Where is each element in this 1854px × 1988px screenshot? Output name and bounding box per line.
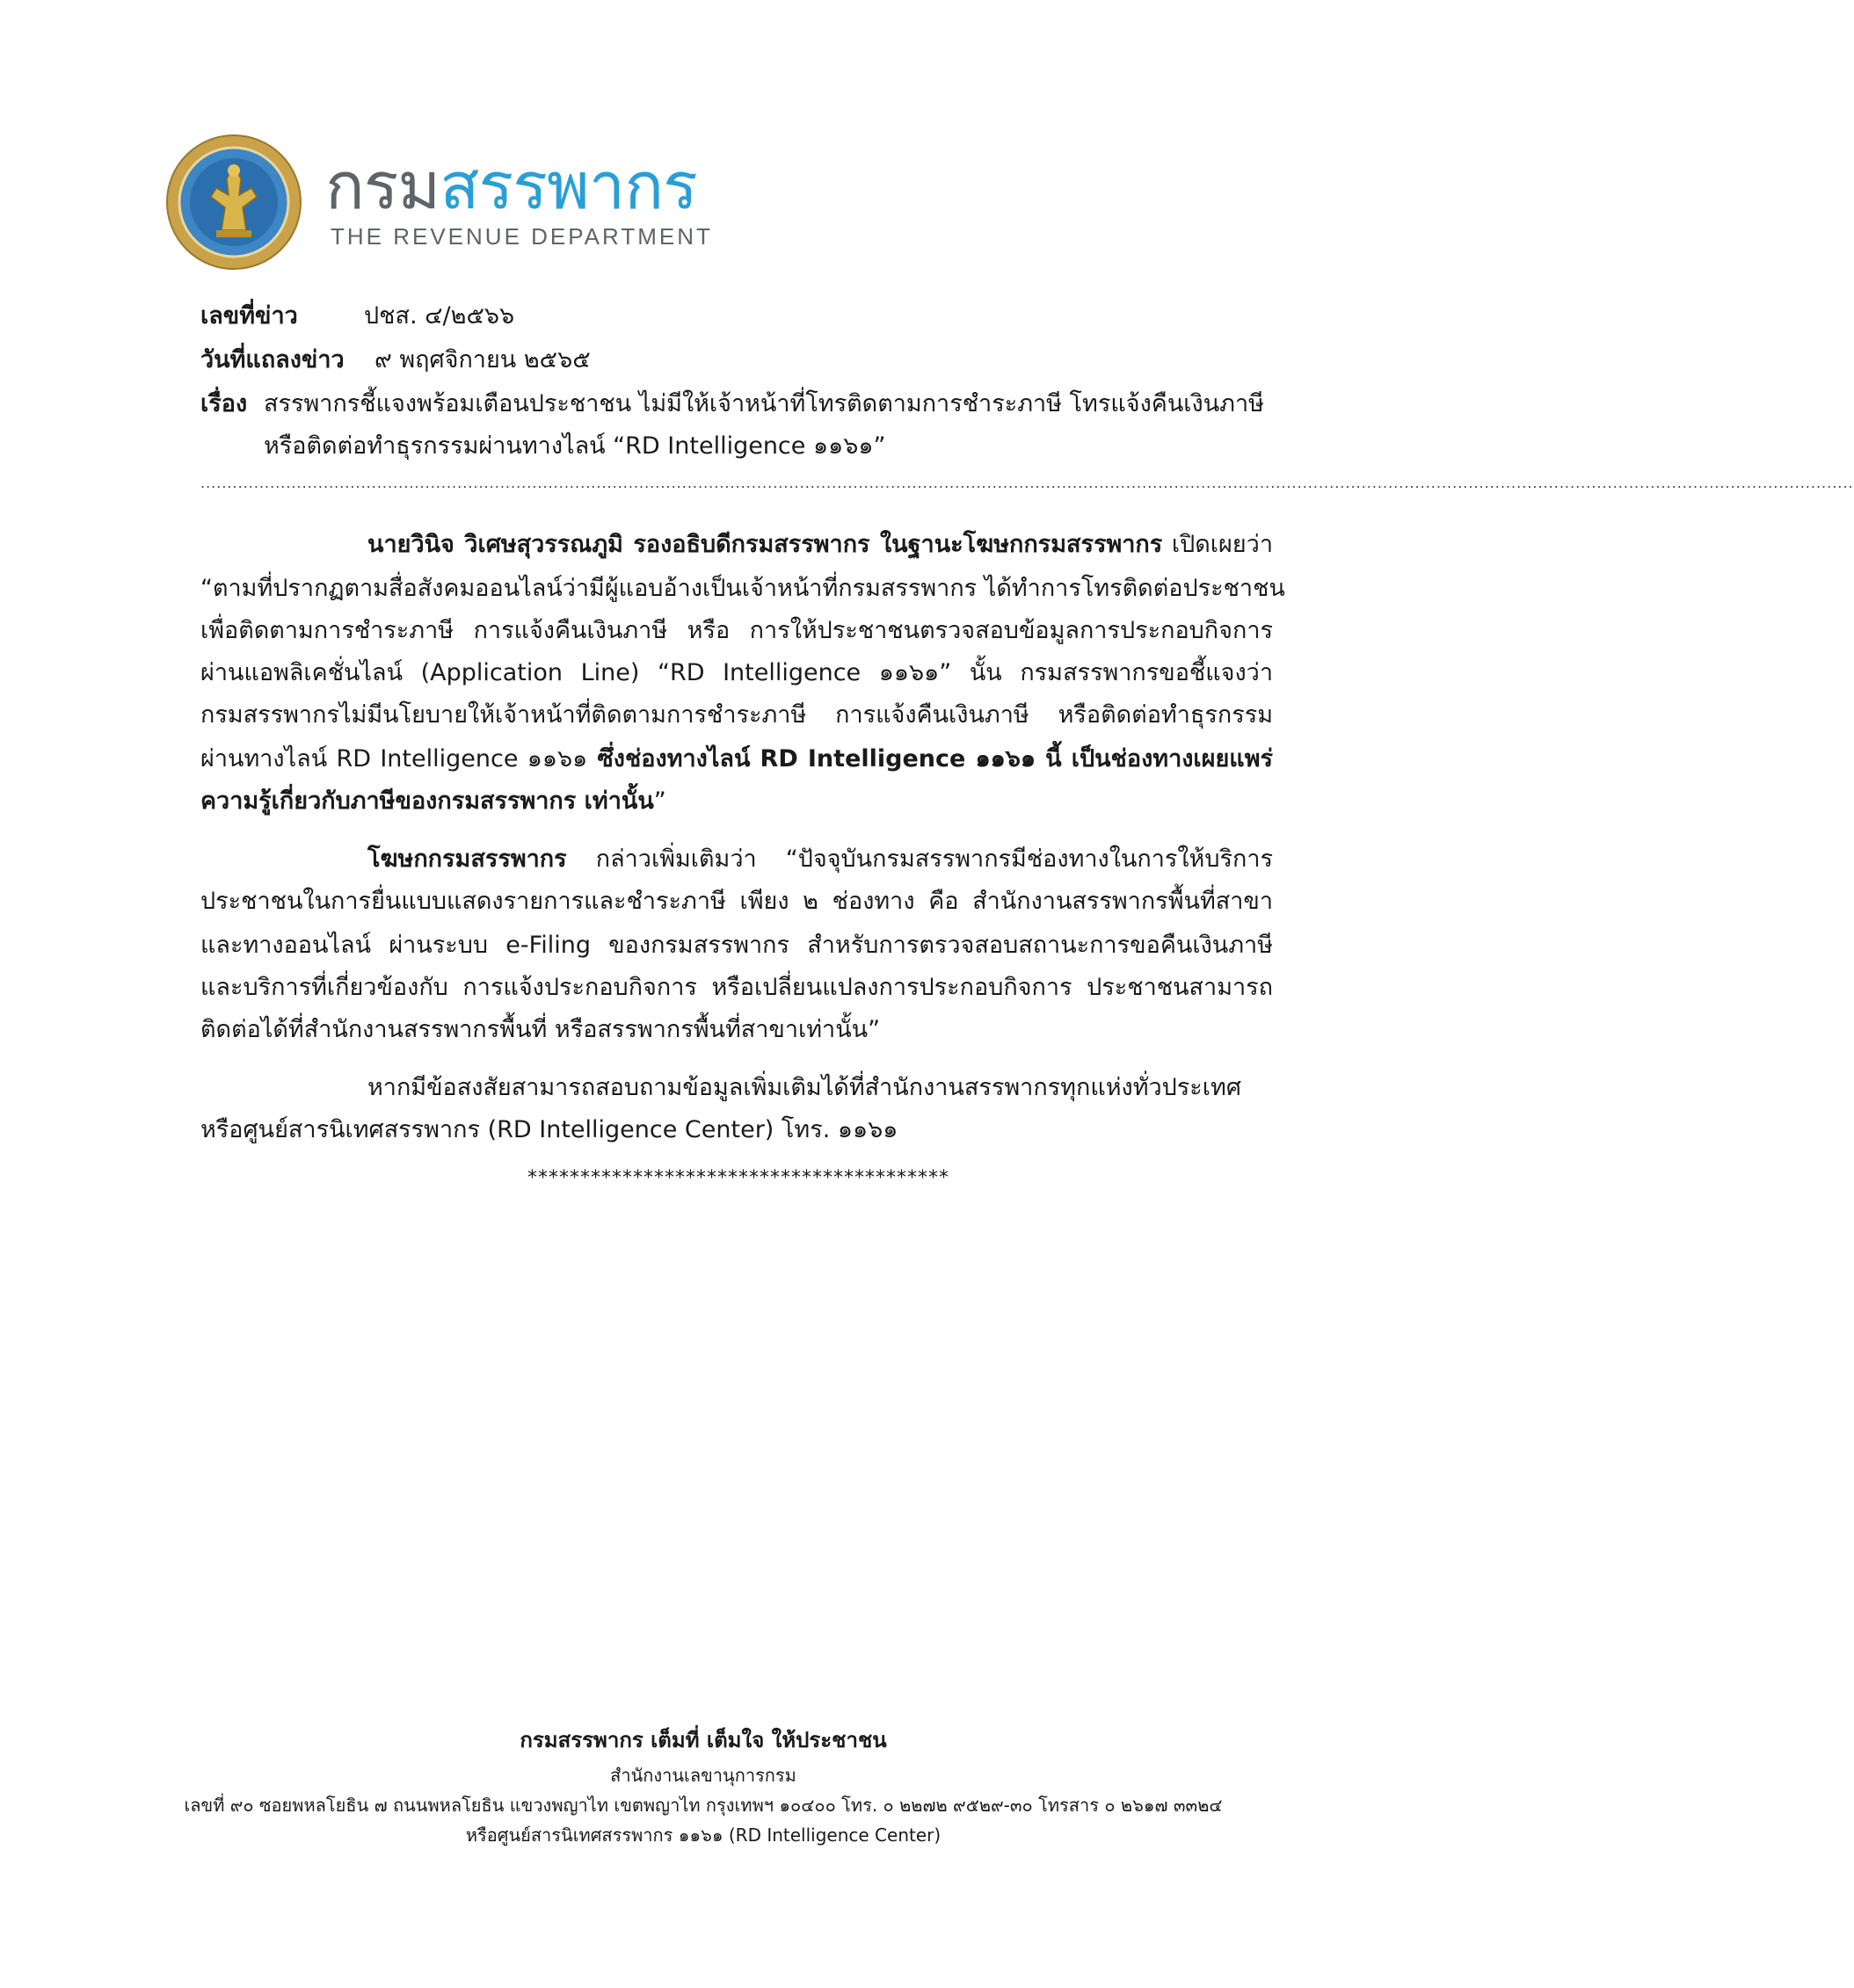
paragraph-1-line-7: ความรู้เกี่ยวกับภาษีของกรมสรรพากร เท่านั้น” [200, 787, 666, 815]
paragraph-1-line-5: กรมสรรพากรไม่มีนโยบายให้เจ้าหน้าที่ติดตามการชำระภาษี การแจ้งคืนเงินภาษี หรือติดต่อทำธุรกรรม [200, 701, 1273, 729]
footer-info-center: หรือศูนย์สารนิเทศสรรพากร ๑๑๖๑ (RD Intelligence Center) [465, 1825, 942, 1846]
paragraph-2-line-4: และบริการที่เกี่ยวข้องกับ การแจ้งประกอบกิจการ หรือเปลี่ยนแปลงการประกอบกิจการ ประชาชนสามารถ [200, 974, 1273, 1001]
date-row [200, 343, 591, 378]
paragraph-1-line-2: “ตามที่ปรากฏตามสื่อสังคมออนไลน์ว่ามีผู้แอบอ้างเป็นเจ้าหน้าที่กรมสรรพากร ได้ทำการโทรติดต่อประชาชน [200, 575, 1285, 602]
subject-label: เรื่อง [200, 390, 248, 417]
date-value: ๙ พฤศจิกายน ๒๕๖๕ [374, 346, 591, 374]
revenue-department-seal-icon [165, 134, 302, 271]
logo-wordmark-english: THE REVENUE DEPARTMENT [331, 223, 713, 250]
paragraph-1-line-6: ผ่านทางไลน์ RD Intelligence ๑๑๖๑ ซึ่งช่องทางไลน์ RD Intelligence ๑๑๖๑ นี้ เป็นช่องทางเผยแพร่ [200, 745, 1273, 773]
spokesperson-name: นายวินิจ วิเศษสุวรรณภูมิ รองอธิบดีกรมสรรพากร ในฐานะโฆษกกรมสรรพากร [367, 531, 1163, 558]
footer-address: เลขที่ ๙๐ ซอยพหลโยธิน ๗ ถนนพหลโยธิน แขวงพญาไท เขตพญาไท กรุงเทพฯ ๑๐๔๐๐ โทร. ๐ ๒๒๗๒ ๙๕๒๙-๓๐ โทรสาร ๐ ๒๖๑๗ ๓๓๒๔ [184, 1795, 1223, 1816]
subject-line-1: สรรพากรชี้แจงพร้อมเตือนประชาชน ไม่มีให้เจ้าหน้าที่โทรติดตามการชำระภาษี โทรแจ้งคืนเงินภาษี [264, 390, 1264, 417]
dotted-divider: ..................................................................................................................................................................................................................................................................................................................... [200, 475, 1854, 491]
paragraph-3-line-1: หากมีข้อสงสัยสามารถสอบถามข้อมูลเพิ่มเติมได้ที่สำนักงานสรรพากรทุกแห่งทั่วประเทศ [367, 1074, 1241, 1101]
footer-slogan: กรมสรรพากร เต็มที่ เต็มใจ ให้ประชาชน [520, 1728, 887, 1752]
news-number-value: ปชส. ๔/๒๕๖๖ [364, 302, 515, 330]
date-label: วันที่แถลงข่าว [200, 346, 345, 374]
logo-wordmark-thai: กรมสรรพากร [325, 149, 697, 222]
subject-row [200, 387, 1264, 422]
subject-line-2: หรือติดต่อทำธุรกรรมผ่านทางไลน์ “RD Intelligence ๑๑๖๑” [264, 432, 886, 460]
paragraph-2-line-5: ติดต่อได้ที่สำนักงานสรรพากรพื้นที่ หรือสรรพากรพื้นที่สาขาเท่านั้น” [200, 1016, 881, 1043]
paragraph-3-line-2: หรือศูนย์สารนิเทศสรรพากร (RD Intelligence Center) โทร. ๑๑๖๑ [200, 1116, 898, 1143]
paragraph-1-line-4: ผ่านแอพลิเคชั่นไลน์ (Application Line) “RD Intelligence ๑๑๖๑” นั้น กรมสรรพากรขอชี้แจงว่า [200, 659, 1273, 686]
end-of-text-stars: **************************************** [527, 1167, 949, 1189]
spokesperson-title: โฆษกกรมสรรพากร [367, 845, 567, 873]
paragraph-2-line-2: ประชาชนในการยื่นแบบแสดงรายการและชำระภาษี เพียง ๒ ช่องทาง คือ สำนักงานสรรพากรพื้นที่สาขา [200, 888, 1273, 915]
news-number-row [200, 299, 514, 334]
footer-office: สำนักงานเลขานุการกรม [610, 1765, 796, 1786]
paragraph-1-line-1: นายวินิจ วิเศษสุวรรณภูมิ รองอธิบดีกรมสรรพากร ในฐานะโฆษกกรมสรรพากร เปิดเผยว่า [367, 531, 1273, 558]
news-number-label: เลขที่ข่าว [200, 302, 298, 330]
paragraph-1-line-3: เพื่อติดตามการชำระภาษี การแจ้งคืนเงินภาษี หรือ การให้ประชาชนตรวจสอบข้อมูลการประกอบกิจการ [200, 617, 1273, 644]
paragraph-2-line-3: และทางออนไลน์ ผ่านระบบ e-Filing ของกรมสรรพากร สำหรับการตรวจสอบสถานะการขอคืนเงินภาษี [200, 932, 1273, 959]
paragraph-2-line-1: โฆษกกรมสรรพากร กล่าวเพิ่มเติมว่า “ปัจจุบันกรมสรรพากรมีช่องทางในการให้บริการ [367, 845, 1273, 873]
